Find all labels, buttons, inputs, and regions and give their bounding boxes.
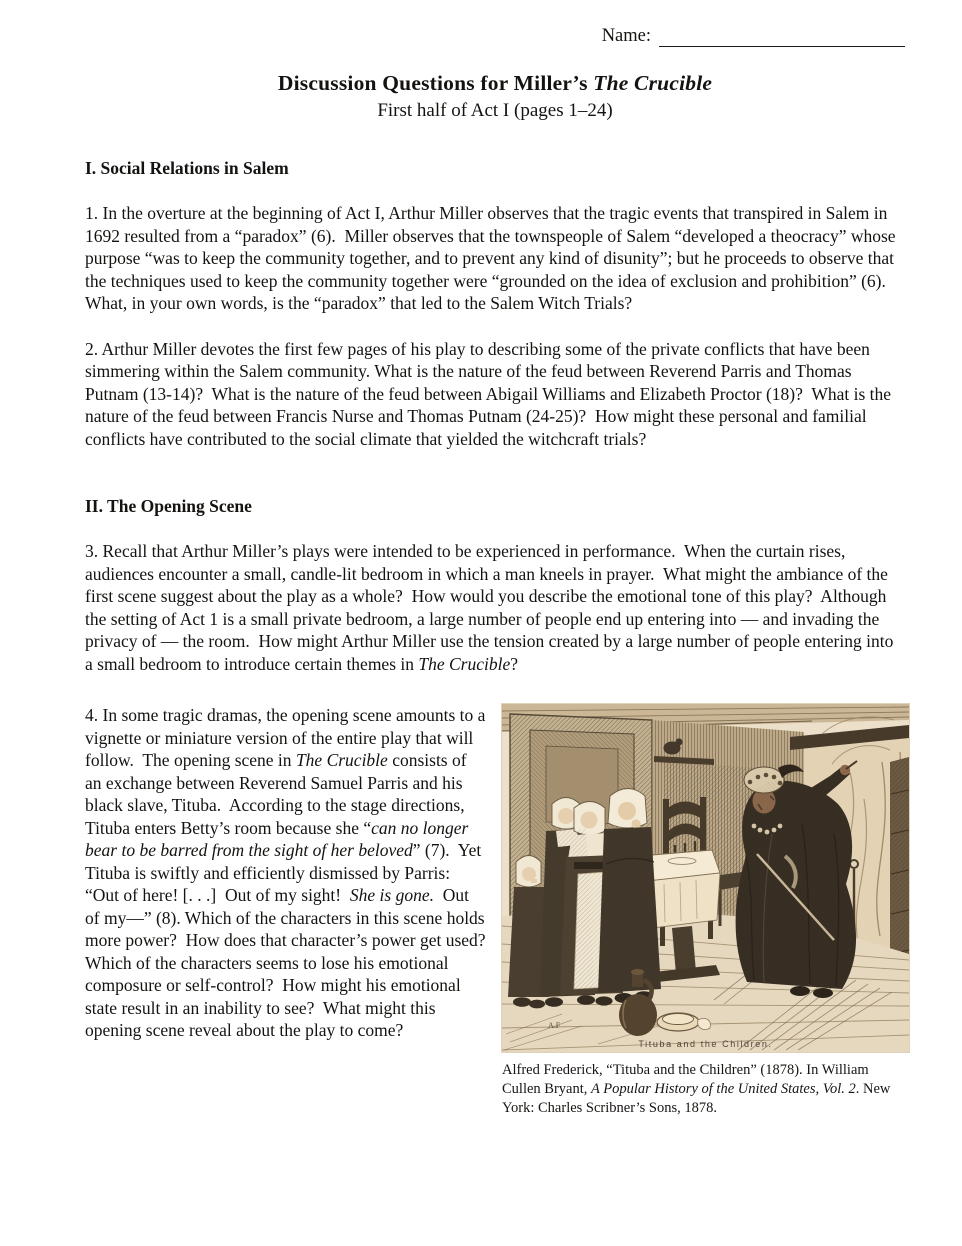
figure-caption bbox=[502, 1061, 909, 1117]
figure-caption-book-name: A Popular History of the United States, Vol. 2 bbox=[591, 1080, 856, 1097]
question-3-text: 3. Recall that Arthur Miller’s plays were intended to be experienced in performance. When the curtain rises, audiences encounter a small, candle-lit bedroom in which a man kneels in prayer. What might the ambiance of the first scene suggest about the play as a whole? How would you describe the emotional tone of this play? Although the setting of Act 1 is a small private bedroom, a large number of people end up entering into — and invading the privacy of — the room. How might Arthur Miller use the tension created by a large number of people entering into a small bedroom to introduce certain themes in bbox=[85, 541, 898, 674]
question-4-row bbox=[85, 704, 905, 1117]
page-subtitle: First half of Act I (pages 1–24) bbox=[377, 100, 613, 121]
title-book-name: The Crucible bbox=[593, 71, 713, 95]
question-4-stage-direction-quote: can no longer bear to be barred from the sight of her beloved bbox=[85, 817, 473, 860]
question-4-text-3: ” (7). Yet Tituba is swiftly and efficiently dismissed by Parris: “Out of here! [. . .] Out of my sight! bbox=[85, 840, 486, 905]
question-4-italic-quote: She is gone. bbox=[349, 885, 434, 905]
question-4-text-4: Out of my—” (8). Which of the characters in this scene holds more power? How does that character’s power get used? Which of the characters seems to lose his emotional composure or self-control? How might his emotional state result in an inability to see? What might this opening scene reveal about the play to come? bbox=[85, 885, 494, 1040]
name-label: Name: bbox=[601, 26, 651, 46]
artist-signature: A.F bbox=[548, 1021, 561, 1030]
question-2 bbox=[85, 338, 905, 451]
question-4 bbox=[85, 704, 494, 1117]
title-text: Discussion Questions for Miller’s bbox=[277, 71, 594, 95]
question-1-text: 1. In the overture at the beginning of Act I, Arthur Miller observes that the tragic events that transpired in Salem in 1692 resulted from a “paradox” (6). Miller observes that the townspeople of Salem “developed a theocracy” whose purpose “was to keep the community together, and to prevent any kind of disunity”; but he proceeds to observe that the techniques used to keep the community together were “grounded on the idea of exclusion and prohibition” (6). What, in your own words, is the “paradox” that led to the Salem Witch Trials? bbox=[85, 203, 900, 313]
illustration-inner-caption: Tituba and the Children. bbox=[638, 1039, 773, 1049]
question-4-text-2: consists of an exchange between Reverend Samuel Parris and his black slave, Tituba. According to the stage directions, Tituba enters Betty’s room because she “ bbox=[85, 750, 471, 838]
tituba-figure bbox=[502, 704, 909, 1117]
question-3 bbox=[85, 540, 905, 675]
name-row bbox=[85, 26, 905, 47]
section-2-heading: II. The Opening Scene bbox=[85, 496, 252, 516]
question-2-text: 2. Arthur Miller devotes the first few pages of his play to describing some of the private conflicts that have been simmering within the Salem community. What is the nature of the feud between Reverend Parris and Thomas Putnam (13-14)? What is the nature of the feud between Abigail Williams and Elizabeth Proctor (18)? What is the nature of the feud between Francis Nurse and Thomas Putnam (24-25)? How might these personal and familial conflicts have contributed to the social climate that yielded the witchcraft trials? bbox=[85, 338, 896, 449]
figure-caption-text-end: . New York: Charles Scribner’s Sons, 1878. bbox=[502, 1080, 891, 1116]
page-title bbox=[85, 71, 905, 96]
section-1-heading: I. Social Relations in Salem bbox=[85, 158, 289, 178]
question-3-text-end: ? bbox=[510, 653, 519, 674]
question-4-book-name: The Crucible bbox=[295, 750, 388, 770]
figure-caption-text: Alfred Frederick, “Tituba and the Children” (1878). In William Cullen Bryant, bbox=[502, 1062, 869, 1097]
question-4-text: 4. In some tragic dramas, the opening scene amounts to a vignette or miniature version of the entire play that will follow. The opening scene in bbox=[85, 705, 490, 770]
question-1 bbox=[85, 202, 905, 315]
question-3-book-name: The Crucible bbox=[418, 653, 511, 674]
tituba-illustration bbox=[502, 704, 909, 1052]
name-blank-line[interactable] bbox=[659, 27, 905, 47]
tituba-engraving-image bbox=[502, 704, 909, 1052]
